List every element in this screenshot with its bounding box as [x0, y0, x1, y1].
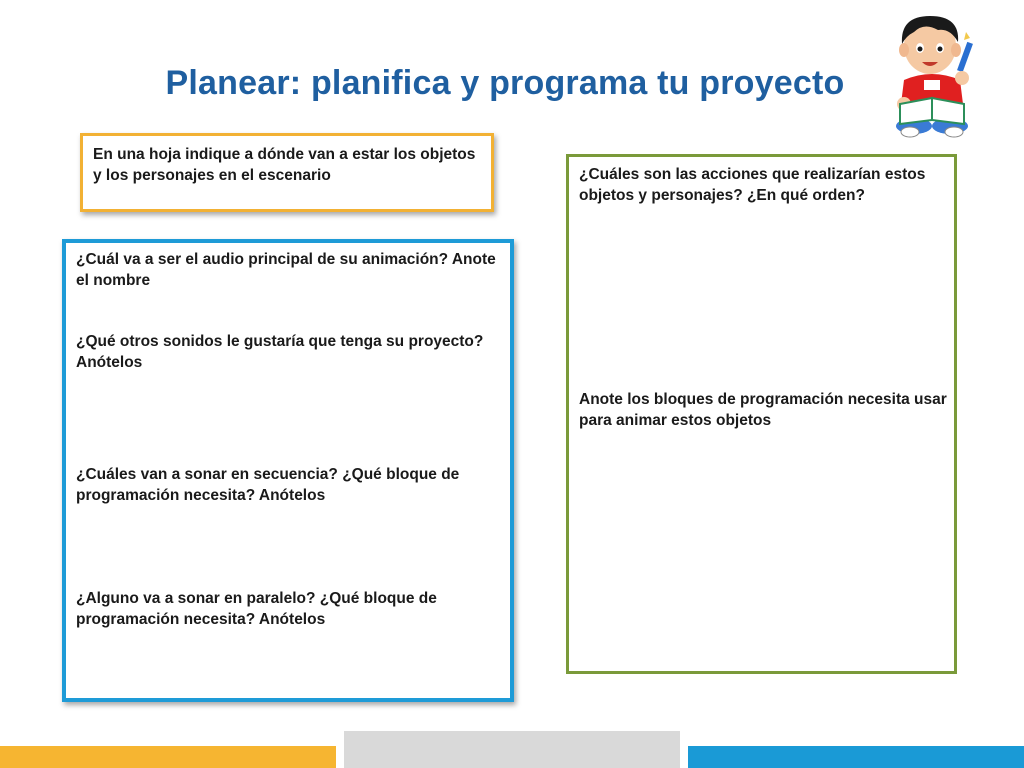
scene-instruction-text: En una hoja indique a dónde van a estar los objetos y los personajes en el escenario: [93, 146, 476, 184]
audio-question-other-sounds: ¿Qué otros sonidos le gustaría que tenga su proyecto? Anótelos: [76, 333, 484, 371]
footer-bar-gray: [344, 731, 680, 768]
audio-questions-box: [62, 239, 514, 702]
boy-reading-book-icon: [884, 8, 980, 140]
audio-question-parallel: ¿Alguno va a sonar en paralelo? ¿Qué bloque de programación necesita? Anótelos: [76, 590, 437, 628]
footer-bar-yellow: [0, 746, 336, 768]
actions-question-order: ¿Cuáles son las acciones que realizarían estos objetos y personajes? ¿En qué orden?: [579, 166, 926, 204]
audio-question-sequence: ¿Cuáles van a sonar en secuencia? ¿Qué bloque de programación necesita? Anótelos: [76, 466, 460, 504]
instruction-box-scene: [80, 133, 494, 212]
audio-question-main: ¿Cuál va a ser el audio principal de su animación? Anote el nombre: [76, 251, 496, 289]
actions-questions-box: [566, 154, 957, 674]
footer-bar-blue: [688, 746, 1024, 768]
actions-question-blocks: Anote los bloques de programación necesita usar para animar estos objetos: [579, 391, 947, 429]
page-title: Planear: planifica y programa tu proyecto: [165, 64, 845, 102]
